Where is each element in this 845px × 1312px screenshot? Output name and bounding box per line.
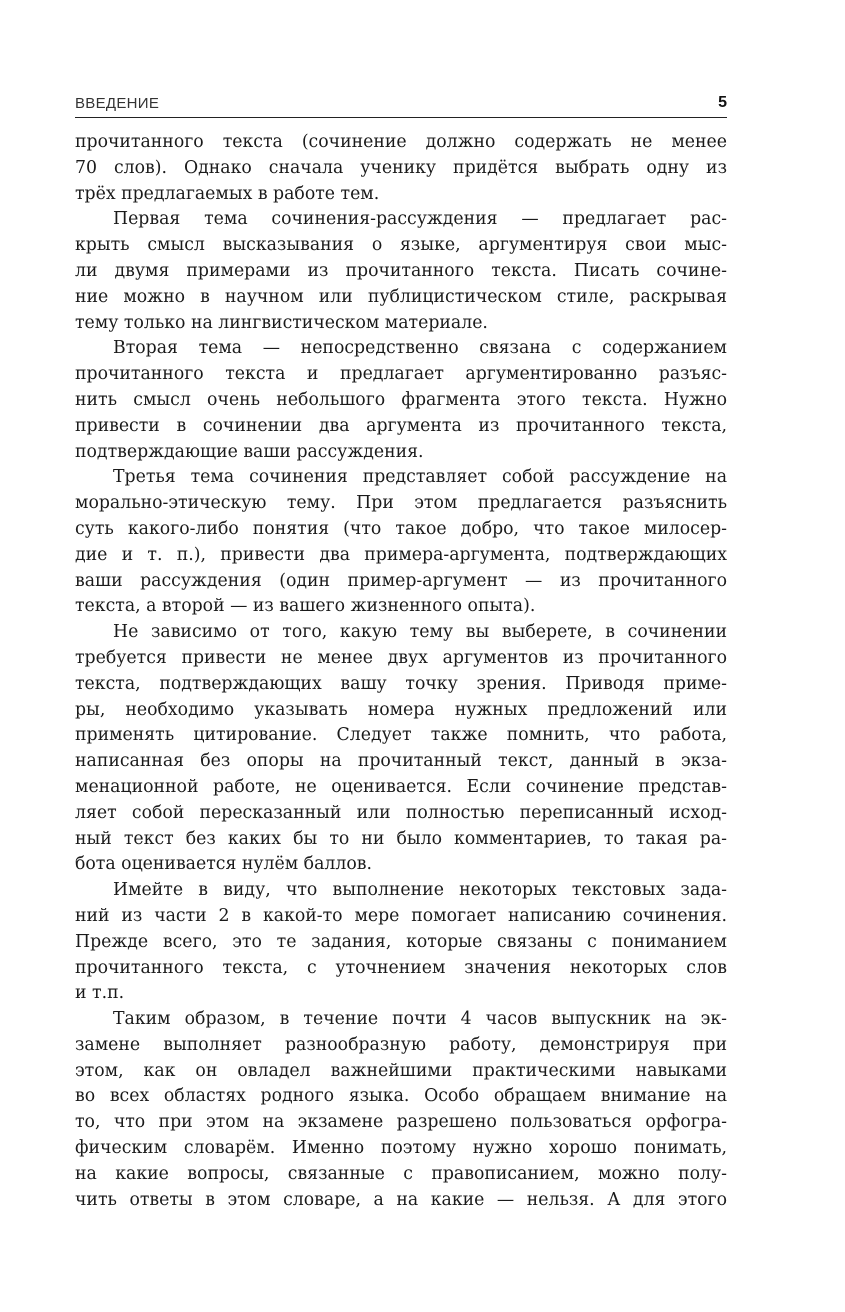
text-line: Вторая тема — непосредственно связана с содержанием (113, 338, 727, 359)
text-line: этом, как он овладел важнейшими практическими навыками (75, 1060, 727, 1081)
text-line: ние можно в научном или публицистическом стиле, раскрывая (75, 286, 727, 307)
text-line: 70 слов). Однако сначала ученику придётся выбрать одну из (75, 157, 727, 178)
text-line: ный текст без каких бы то ни было комментариев, то такая ра- (75, 828, 727, 849)
text-line: применять цитирование. Следует также помнить, что работа, (75, 725, 727, 746)
text-line: дие и т. п.), привести два примера-аргумента, подтверждающих (75, 544, 727, 565)
text-line: фическим словарём. Именно поэтому нужно хорошо понимать, (75, 1138, 727, 1159)
paragraph (75, 1007, 727, 1213)
text-line: прочитанного текста (сочинение должно содержать не менее (75, 132, 727, 152)
text-line: и т.п. (75, 983, 125, 1004)
text-line: морально-этическую тему. При этом предлагается разъяснить (75, 493, 727, 514)
text-line: ний из части 2 в какой-то мере помогает написанию сочинения. (75, 905, 727, 926)
text-line: текста, а второй — из вашего жизненного опыта). (75, 596, 536, 617)
text-line: ваши рассуждения (один пример-аргумент — из прочитанного (75, 570, 727, 591)
text-line: Первая тема сочинения-рассуждения — предлагает рас- (113, 209, 727, 230)
paragraph (75, 878, 727, 1007)
body-text (75, 130, 727, 1213)
text-line: Имейте в виду, что выполнение некоторых текстовых зада- (113, 880, 727, 901)
text-line: суть какого-либо понятия (что такое добро, что такое милосер- (75, 518, 727, 539)
text-line: замене выполняет разнообразную работу, демонстрируя при (75, 1034, 727, 1055)
paragraph (75, 207, 727, 336)
text-line: менационной работе, не оценивается. Если сочинение представ- (75, 776, 727, 797)
text-line: ли двумя примерами из прочитанного текста. Писать сочине- (75, 260, 727, 281)
page-header (75, 95, 727, 118)
text-line: требуется привести не менее двух аргументов из прочитанного (75, 647, 727, 668)
text-line: трёх предлагаемых в работе тем. (75, 183, 380, 204)
running-title: ВВЕДЕНИЕ (75, 95, 160, 112)
paragraph (75, 130, 727, 207)
text-line: текста, подтверждающих вашу точку зрения. Приводя приме- (75, 673, 727, 694)
text-line: написанная без опоры на прочитанный текст, данный в экза- (75, 751, 727, 772)
text-line: Таким образом, в течение почти 4 часов выпускник на эк- (113, 1009, 727, 1030)
text-line: привести в сочинении два аргумента из прочитанного текста, (75, 415, 727, 436)
text-line: подтверждающие ваши рассуждения. (75, 441, 424, 462)
text-line: на какие вопросы, связанные с правописанием, можно полу- (75, 1163, 727, 1184)
text-line: Не зависимо от того, какую тему вы выберете, в сочинении (113, 622, 727, 643)
text-line: чить ответы в этом словаре, а на какие — нельзя. А для этого (75, 1189, 727, 1210)
paragraph (75, 465, 727, 620)
text-line: ляет собой пересказанный или полностью переписанный исход- (75, 802, 727, 823)
text-line: нить смысл очень небольшого фрагмента этого текста. Нужно (75, 389, 727, 410)
text-line: во всех областях родного языка. Особо обращаем внимание на (75, 1086, 727, 1107)
text-line: тему только на лингвистическом материале. (75, 312, 488, 333)
text-line: бота оценивается нулём баллов. (75, 854, 372, 875)
page-number: 5 (718, 94, 727, 111)
text-line: крыть смысл высказывания о языке, аргументируя свои мыс- (75, 235, 727, 256)
text-line: прочитанного текста, с уточнением значения некоторых слов (75, 957, 727, 978)
paragraph (75, 620, 727, 878)
text-line: ры, необходимо указывать номера нужных предложений или (75, 699, 727, 720)
text-line: то, что при этом на экзамене разрешено пользоваться орфогра- (75, 1112, 727, 1133)
paragraph (75, 336, 727, 465)
text-line: Третья тема сочинения представляет собой рассуждение на (113, 467, 727, 488)
text-line: Прежде всего, это те задания, которые связаны с пониманием (75, 931, 727, 952)
text-line: прочитанного текста и предлагает аргументированно разъяс- (75, 364, 727, 385)
